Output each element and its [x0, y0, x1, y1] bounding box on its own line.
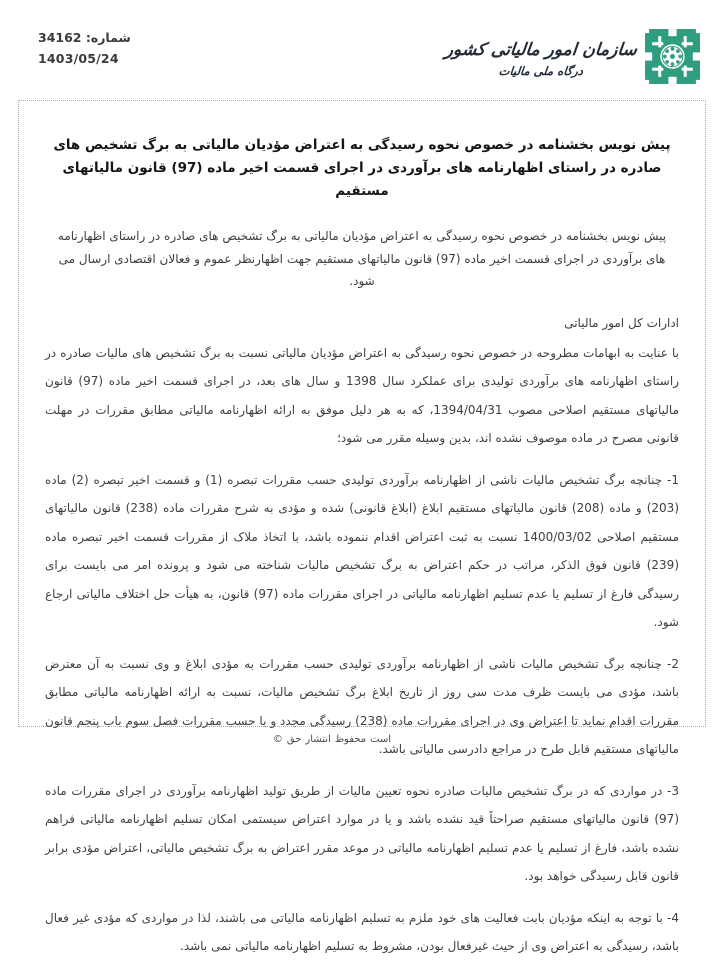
letter-item-3: 3- در مواردی که در برگ تشخیص مالیات صادره نحوه تعیین مالیات از طریق تولید اظهارنامه برآوردی در اجرای مقررات ماده (97) قانون مالیاتهای مستقیم صراحتاً قید نشده باشد و یا در موارد اعتراض سیستمی امکان تسلیم اظهارنامه مالیاتی فراهم نشده باشد، فارغ از تسلیم یا عدم تسلیم اظهارنامه مالیاتی در موعد مقرر اعتراض به برگ تشخیص مالیاتی، اعتراض مؤدی برابر قانون قابل رسیدگی خواهد بود.	[45, 783, 679, 883]
copyright-word-4: است	[370, 734, 392, 745]
letter-item-1: 1- چنانچه برگ تشخیص مالیات ناشی از اظهارنامه برآوردی تولیدی حسب مقررات تبصره (1) و قسمت اخیر تبصره (2) ماده (203) و ماده (208) قانون مالیاتهای مستقیم ابلاغ (ابلاغ قانونی) شده و مؤدی به شرح مقررات ماده (238) قانون مالیاتهای مستقیم اصلاحی 1400/03/02 نسبت به ثبت اعتراض اقدام ننموده باشد، با اتخاذ ملاک از مقررات قسمت اخیر تبصره ماده (239) قانون فوق الذکر، مراتب در حکم اعتراض به برگ تشخیص مالیات شناخته می شود و پرونده امر می بایست برای رسیدگی فارغ از تسلیم یا عدم تسلیم اظهارنامه مالیاتی در اجرای مقررات ماده (97) قانون، به هیأت حل اختلاف مالیاتی ارجاع شود.	[45, 472, 679, 629]
copyright-word-3: محفوظ	[334, 734, 367, 745]
letter-item-2: 2- چنانچه برگ تشخیص مالیات ناشی از اظهارنامه برآوردی تولیدی حسب مقررات به مؤدی ابلاغ و وی نسبت به آن معترض باشد، مؤدی می بایست ظرف مدت سی روز از تاریخ ابلاغ برگ تشخیص مالیات، نسبت به ارائه اظهارنامه مالیاتی مطابق مقررات اقدام نماید تا اعتراض وی در اجرای مقررات ماده (238) رسیدگی مجدد و یا حسب مقررات فصل سوم باب پنجم قانون مالیاتهای مستقیم قابل طرح در مراجع دادرسی مالیاتی باشد.	[45, 656, 680, 756]
letter-number: شماره: 34162	[38, 30, 131, 45]
letter-salutation: ادارات کل امور مالیاتی	[564, 315, 679, 330]
tax-organization-logo-icon	[644, 28, 701, 85]
letter-title: پیش نویس بخشنامه در خصوص نحوه رسیدگی به اعتراض مؤدیان مالیاتی به برگ تشخیص های صادره در راستای اظهارنامه های برآوردی در اجرای قسمت اخیر ماده (97) قانون مالیاتهای مستقیم	[53, 137, 671, 199]
org-name: سازمان امور مالیاتی کشور	[444, 39, 639, 60]
copyright-word-1: حق	[286, 734, 302, 745]
letter-header	[0, 0, 720, 100]
org-tagline: درگاه ملی مالیات	[498, 63, 584, 78]
org-identity	[445, 28, 701, 85]
copyright-line	[273, 734, 391, 745]
letter-abstract: پیش نویس بخشنامه در خصوص نحوه رسیدگی به اعتراض مؤدیان مالیاتی به برگ تشخیص های صادره در راستای اظهارنامه های برآوردی در اجرای قسمت اخیر ماده (97) قانون مالیاتهای مستقیم جهت اظهارنظر عموم و فعالان اقتصادی ارسال می شود.	[57, 229, 667, 288]
letter-intro-paragraph: با عنایت به ابهامات مطروحه در خصوص نحوه رسیدگی به اعتراض مؤدیان مالیاتی نسبت به برگ تشخیص های مالیات صادره در راستای اظهارنامه های برآوردی تولیدی برای عملکرد سال 1398 و سال های بعد، در اجرای قسمت اخیر ماده (97) قانون مالیاتهای مستقیم اصلاحی مصوب 1394/04/31، که به هر دلیل موفق به ارائه اظهارنامه مالیاتی مطابق مقررات در مهلت قانونی مصرح در ماده موصوف نشده اند، بدین وسیله مقرر می شود؛	[45, 345, 679, 445]
copyright-icon: ©	[272, 734, 283, 745]
letter-date: 1403/05/24	[38, 51, 119, 66]
letter-item-4: 4- با توجه به اینکه مؤدیان بابت فعالیت های خود ملزم به تسلیم اظهارنامه مالیاتی می باشند، لذا در مواردی که مؤدی غیر فعال باشد، رسیدگی به اعتراض وی از حیث غیرفعال بودن، مشروط به تسلیم اظهارنامه مالیاتی نمی باشد.	[45, 910, 679, 953]
copyright-word-2: انتشار	[305, 734, 331, 745]
org-text	[445, 34, 637, 80]
letter-meta	[38, 27, 131, 69]
